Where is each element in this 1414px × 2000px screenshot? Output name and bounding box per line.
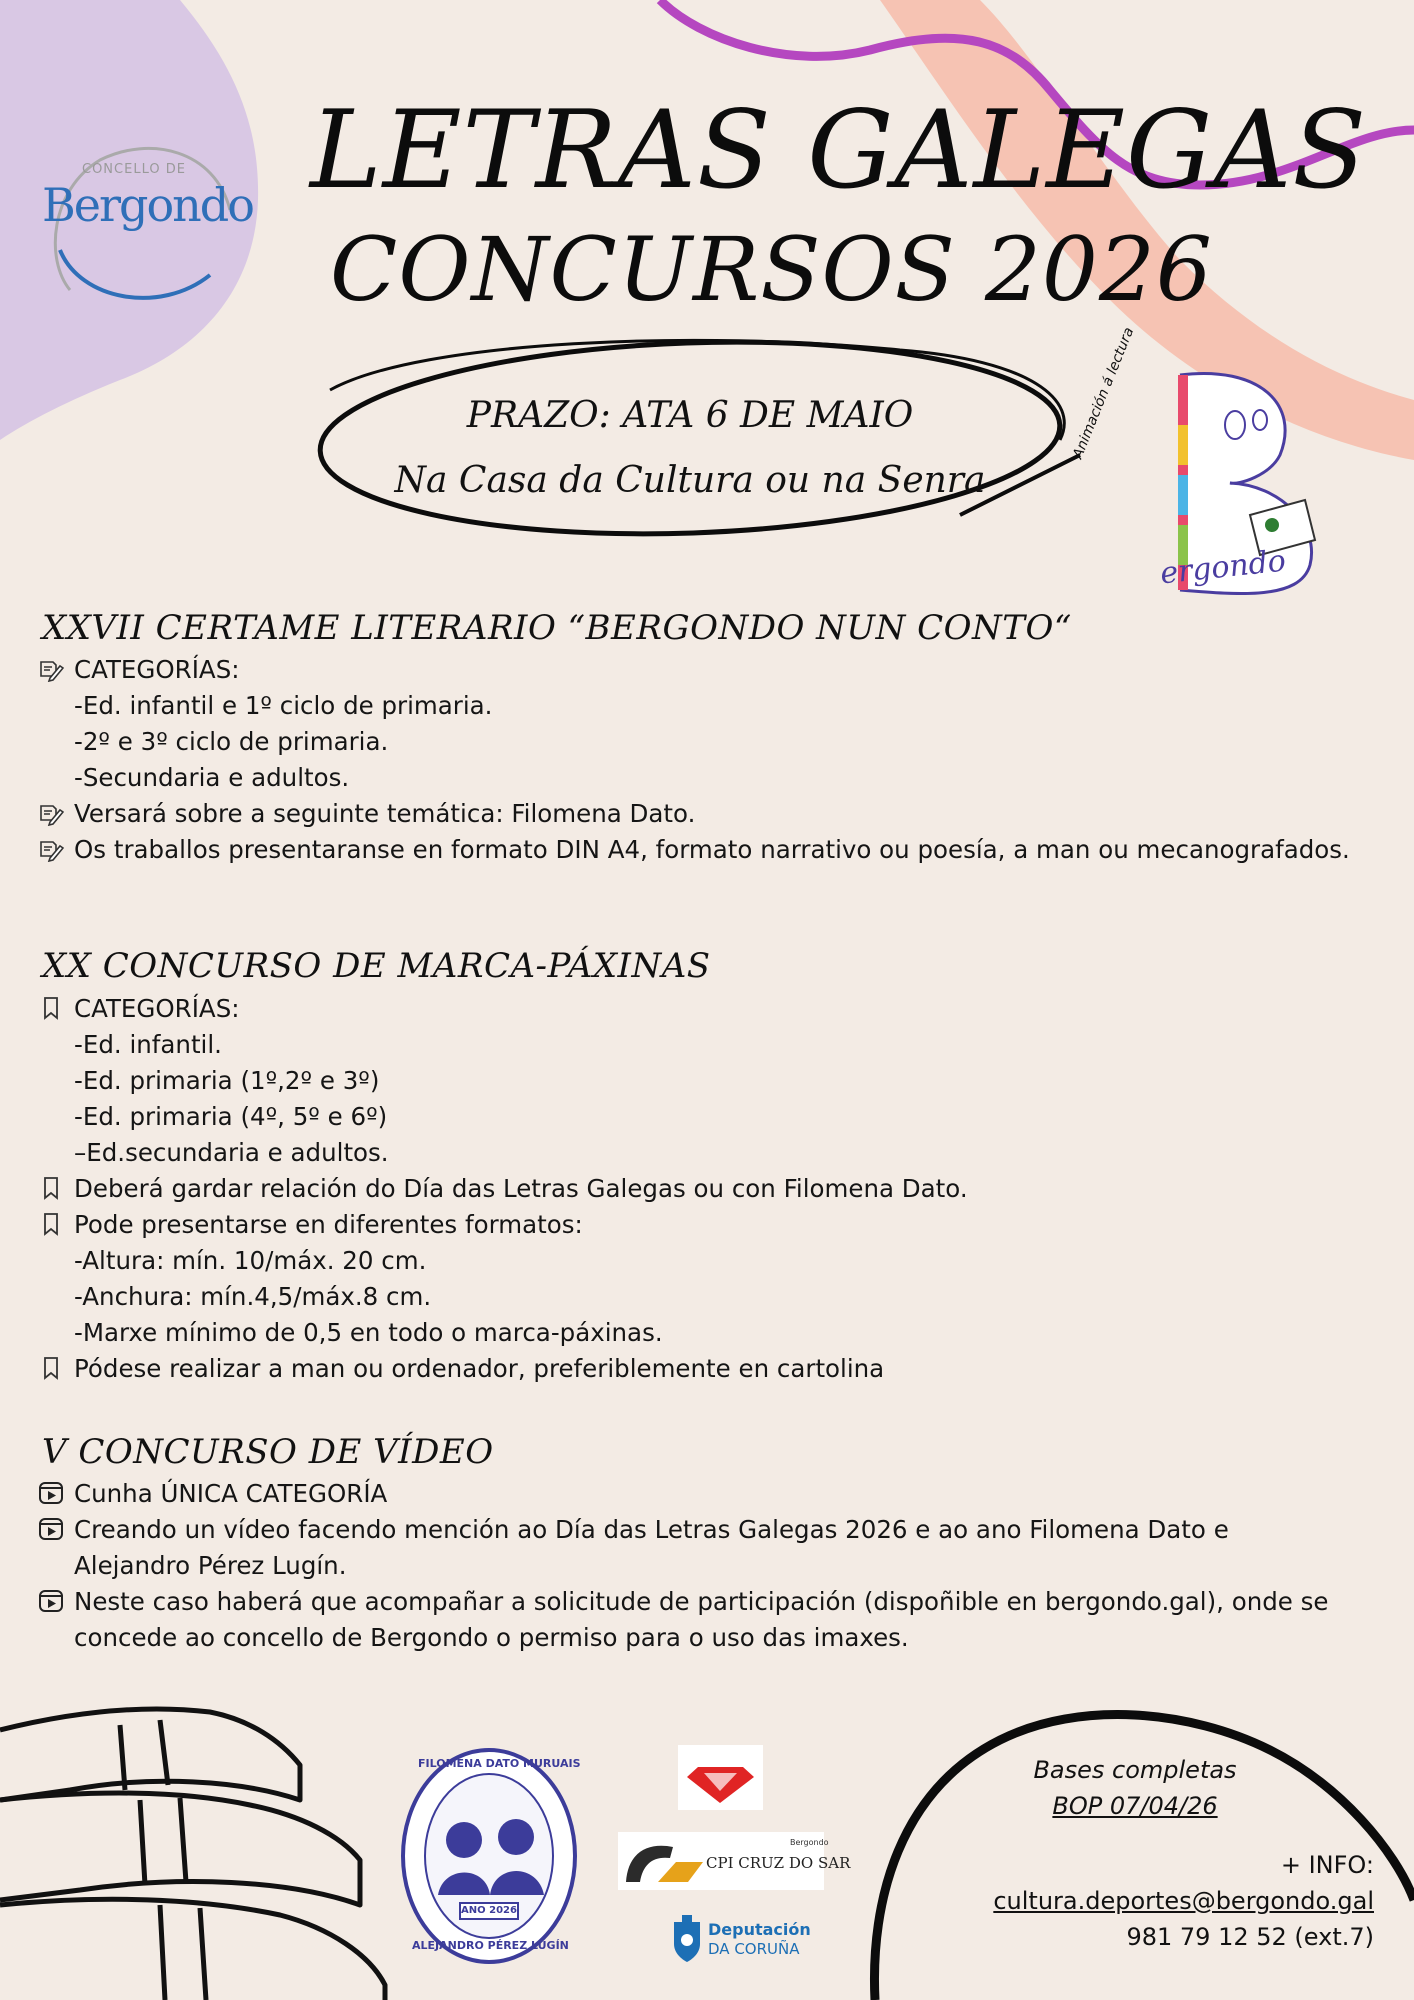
cpi-cruz-do-sar-logo — [618, 1832, 851, 1890]
section1-line: -2º e 3º ciclo de primaria. — [74, 727, 389, 756]
filomena-lugin-seal — [398, 1745, 580, 1967]
red-diamond-icon — [678, 1745, 763, 1810]
seal-year: ANO 2026 — [461, 1905, 517, 1916]
books-stack-drawing — [0, 1709, 385, 2000]
cpi-swoosh-icon — [618, 1832, 708, 1890]
section2-line: -Ed. primaria (4º, 5º e 6º) — [74, 1102, 388, 1131]
email-link[interactable]: cultura.deportes@bergondo.gal — [993, 1887, 1374, 1915]
bookmark-icon — [38, 1355, 64, 1381]
section2-line: -Marxe mínimo de 0,5 en todo o marca-páxinas. — [74, 1318, 663, 1347]
deadline-scribble — [317, 330, 1063, 546]
pencil-paper-icon — [38, 656, 64, 682]
section2-line: -Altura: mín. 10/máx. 20 cm. — [74, 1246, 427, 1275]
bergondo-logo — [40, 130, 253, 305]
video-play-icon — [38, 1588, 64, 1614]
deadline-line1: PRAZO: ATA 6 DE MAIO — [466, 395, 914, 436]
video-play-icon — [38, 1516, 64, 1542]
section1-line: Versará sobre a seguinte temática: Filomena Dato. — [74, 799, 696, 828]
logo-small-text: CONCELLO DE — [82, 162, 186, 177]
bookmark-icon — [38, 1175, 64, 1201]
video-play-icon — [38, 1480, 64, 1506]
section2-line: CATEGORÍAS: — [74, 994, 240, 1023]
bases-link[interactable]: BOP 07/04/26 — [1052, 1792, 1218, 1820]
section2-line: Pódese realizar a man ou ordenador, preferiblemente en cartolina — [74, 1354, 885, 1383]
deadline-line2: Na Casa da Cultura ou na Senra — [394, 460, 986, 501]
diamond-club-logo — [678, 1745, 763, 1810]
section2-line: –Ed.secundaria e adultos. — [74, 1138, 389, 1167]
section3-line: Neste caso haberá que acompañar a solicitude de participación (dispoñible en bergondo.gal), onde se — [74, 1587, 1329, 1616]
section2-line: -Ed. infantil. — [74, 1030, 222, 1059]
pencil-paper-icon — [38, 800, 64, 826]
cpi-small-text: Bergondo — [790, 1838, 829, 1847]
deputacion-line2: DA CORUÑA — [708, 1940, 800, 1958]
section2-line: Deberá gardar relación do Día das Letras Galegas ou con Filomena Dato. — [74, 1174, 968, 1203]
section1-line: -Ed. infantil e 1º ciclo de primaria. — [74, 691, 493, 720]
section3-line: concede ao concello de Bergondo o permiso para o uso das imaxes. — [74, 1623, 909, 1652]
logo-main-text: Bergondo — [42, 178, 253, 232]
reading-logo-arc-text: Animación á lectura — [1070, 325, 1138, 461]
page-title: LETRAS GALEGAS — [310, 88, 1368, 213]
reading-logo — [1070, 325, 1330, 595]
cpi-name: CPI CRUZ DO SAR — [706, 1854, 851, 1872]
section3-line: Alejandro Pérez Lugín. — [74, 1551, 347, 1580]
seal-bottom-text: ALEJANDRO PÉREZ LUGÍN — [412, 1939, 569, 1952]
deputacion-logo — [670, 1912, 810, 1967]
deputacion-line1: Deputación — [708, 1920, 811, 1939]
section3-line: Creando un vídeo facendo mención ao Día das Letras Galegas 2026 e ao ano Filomena Dato e — [74, 1515, 1229, 1544]
phone-number: 981 79 12 52 (ext.7) — [1126, 1923, 1374, 1951]
pencil-paper-icon — [38, 836, 64, 862]
section1-line: -Secundaria e adultos. — [74, 763, 350, 792]
section2-heading: XX CONCURSO DE MARCA-PÁXINAS — [42, 946, 711, 986]
info-label: + INFO: — [1280, 1851, 1374, 1879]
seal-portraits-icon — [398, 1745, 580, 1967]
deputacion-shield-icon — [670, 1914, 704, 1964]
section2-line: -Anchura: mín.4,5/máx.8 cm. — [74, 1282, 432, 1311]
bookmark-icon — [38, 1211, 64, 1237]
section1-line: CATEGORÍAS: — [74, 655, 240, 684]
section3-line: Cunha ÚNICA CATEGORÍA — [74, 1479, 388, 1508]
section3-heading: V CONCURSO DE VÍDEO — [42, 1432, 494, 1472]
reading-logo-word: ergondo — [1158, 543, 1288, 592]
section2-line: Pode presentarse en diferentes formatos: — [74, 1210, 583, 1239]
bases-line1: Bases completas — [1033, 1756, 1237, 1784]
section2-line: -Ed. primaria (1º,2º e 3º) — [74, 1066, 380, 1095]
section1-line: Os traballos presentaranse en formato DIN A4, formato narrativo ou poesía, a man ou mecanografados. — [74, 835, 1350, 864]
section1-heading: XXVII CERTAME LITERARIO “BERGONDO NUN CONTO“ — [42, 608, 1072, 648]
seal-top-text: FILOMENA DATO MURUAIS — [418, 1757, 581, 1770]
page-subtitle: CONCURSOS 2026 — [330, 218, 1213, 321]
bookmark-icon — [38, 995, 64, 1021]
